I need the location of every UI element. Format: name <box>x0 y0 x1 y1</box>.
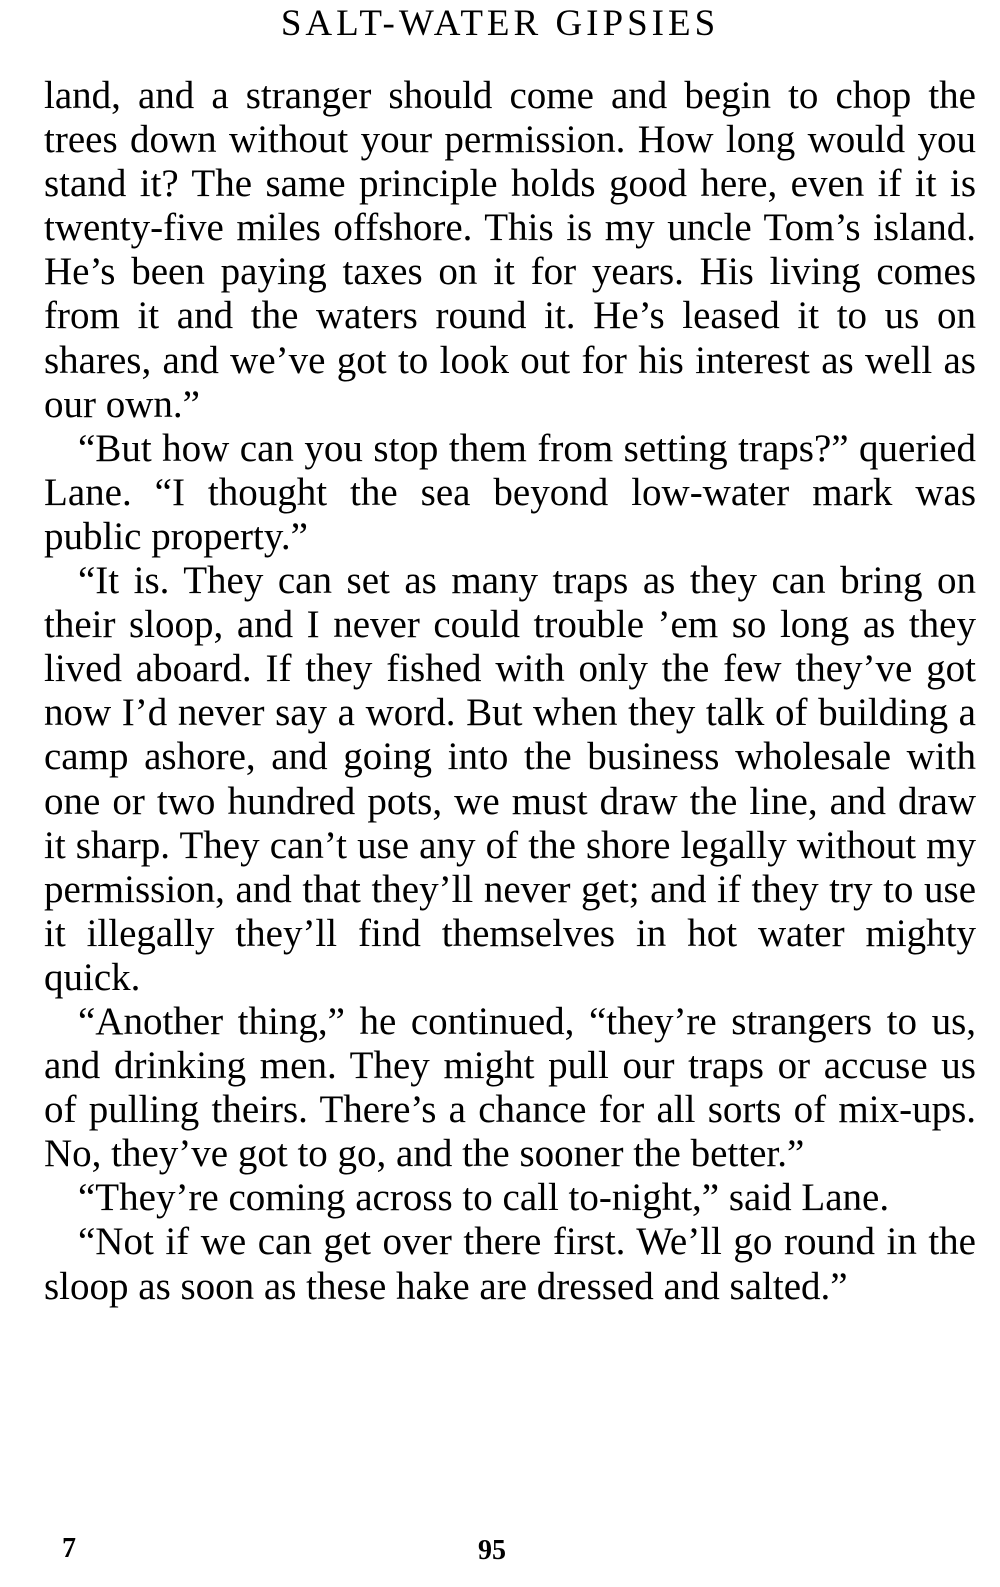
page-footer <box>0 1531 1000 1571</box>
body-text <box>44 74 976 1309</box>
paragraph: “Not if we can get over there first. We’ll go round in the sloop as soon as these hake are dressed and salted.” <box>44 1220 976 1308</box>
paragraph: “It is. They can set as many traps as they can bring on their sloop, and I never could trouble ’em so long as they lived aboard. If they fished with only the few they’ve got now I’d never say a word. But when they talk of building a camp ashore, and going into the business wholesale with one or two hundred pots, we must draw the line, and draw it sharp. They can’t use any of the shore legally without my permission, and that they’ll never get; and if they try to use it illegally they’ll find themselves in hot water mighty quick. <box>44 559 976 999</box>
page-number: 95 <box>478 1535 506 1566</box>
paragraph: “Another thing,” he continued, “they’re strangers to us, and drinking men. They might pull our traps or accuse us of pulling theirs. There’s a chance for all sorts of mix-ups. No, they’ve got to go, and the sooner the better.” <box>44 999 976 1176</box>
paragraph: land, and a stranger should come and begin to chop the trees down without your permission. How long would you stand it? The same principle holds good here, even if it is twenty-five miles offshore. This is my uncle Tom’s island. He’s been paying taxes on it for years. His living comes from it and the waters round it. He’s leased it to us on shares, and we’ve got to look out for his interest as well as our own.” <box>44 74 976 426</box>
paragraph: “But how can you stop them from setting traps?” queried Lane. “I thought the sea beyond low-water mark was public property.” <box>44 426 976 558</box>
signature-mark: 7 <box>62 1533 76 1564</box>
paragraph: “They’re coming across to call to-night,” said Lane. <box>78 1176 890 1220</box>
running-head: SALT-WATER GIPSIES <box>280 3 720 44</box>
